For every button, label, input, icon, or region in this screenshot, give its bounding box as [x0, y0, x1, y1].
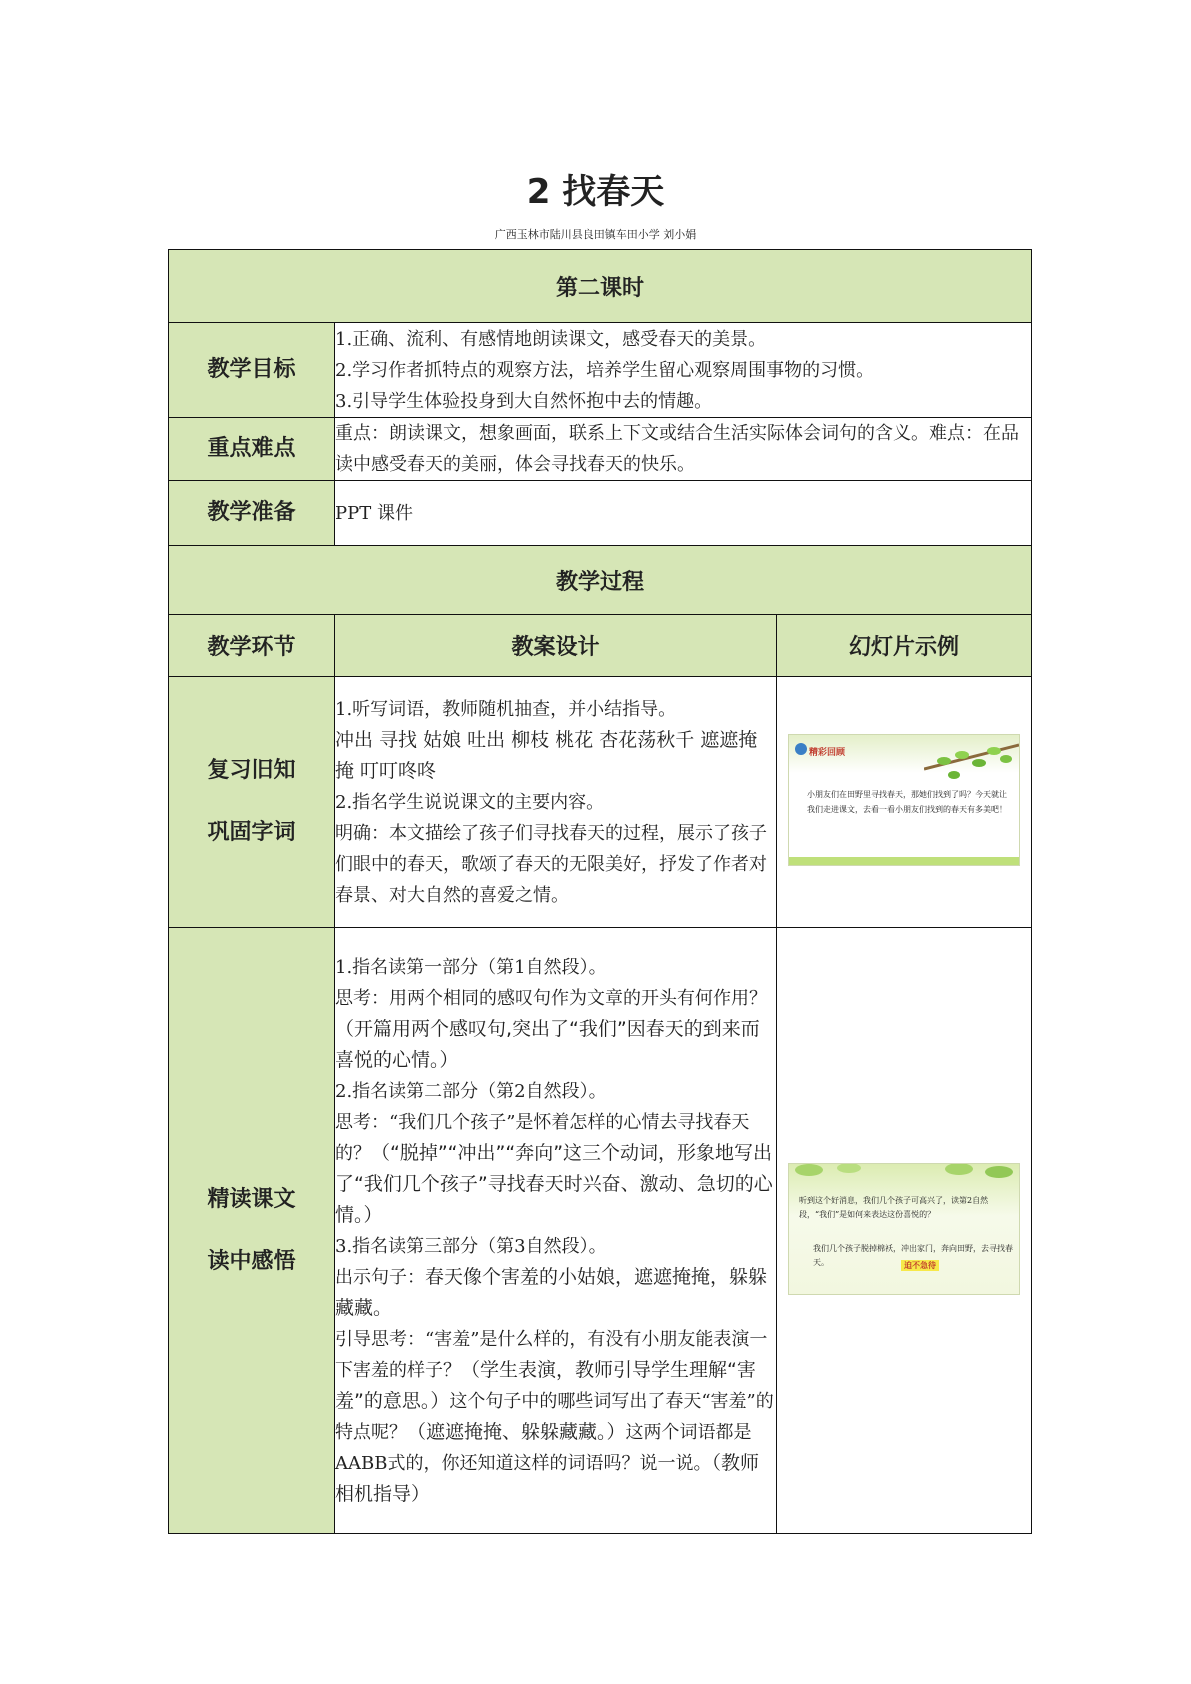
- stage2-a1: 1.指名读第一部分（第1自然段）。: [335, 956, 607, 978]
- stage2-slide-cell: [777, 928, 1032, 1534]
- slide-reading: [788, 1163, 1020, 1295]
- slide-tag: 迫不急待: [901, 1260, 939, 1271]
- stage1-slide-cell: [777, 677, 1032, 928]
- stage2-c2: [335, 1262, 776, 1324]
- stage1-label-line2: 巩固字词: [207, 820, 296, 845]
- answer-text: （教师相机指导）: [335, 1451, 759, 1505]
- stage1-label: [169, 677, 335, 928]
- column-header-slide: 幻灯片示例: [777, 615, 1032, 677]
- stage1-label-line1: 复习旧知: [207, 758, 296, 783]
- stage2-label-line2: 读中感悟: [207, 1248, 296, 1274]
- stage2-b2: [335, 1107, 776, 1231]
- key-points-label: 重点难点: [169, 418, 335, 481]
- answer-text: （学生表演，教师引导学生理解“害羞”的意思。）: [335, 1358, 756, 1412]
- slide-text: 小朋友们在田野里寻找春天，那她们找到了吗？今天就让我们走进课文，去看一看小朋友们找到的春天有多美吧！: [807, 790, 1007, 814]
- stage1-p1: 1.听写词语，教师随机抽查，并小结指导。: [335, 698, 677, 720]
- answer-text: （遮遮掩掩、躲躲藏藏。）: [407, 1420, 626, 1443]
- slide-review: [788, 734, 1020, 866]
- stage2-label-line1: 精读课文: [207, 1186, 296, 1212]
- process-title: 教学过程: [169, 546, 1032, 615]
- slide-badge: 精彩回顾: [809, 748, 846, 758]
- sentence-text: 春天像个害羞的小姑娘，遮遮掩掩，躲躲藏藏。: [335, 1265, 768, 1319]
- stage2-content: [335, 928, 777, 1534]
- answer-text: （“脱掉”“冲出”“奔向”这三个动词，形象地写出了“我们几个孩子”寻找春天时兴奋、激动、急切的心情。）: [335, 1141, 773, 1226]
- goal-line-2: 2.学习作者抓特点的观察方法，培养学生留心观察周围事物的习惯。: [335, 359, 875, 381]
- author-line: 广西玉林市陆川县良田镇车田小学 刘小娟: [494, 228, 697, 241]
- question-text: 这两个词语都是AABB式的，你还知道这样的词语吗？说一说。: [335, 1421, 752, 1474]
- key-points-content: 重点：朗读课文，想象画面，联系上下文或结合生活实际体会词句的含义。难点：在品读中感受春天的美丽，体会寻找春天的快乐。: [335, 418, 1032, 481]
- branch-icon: [924, 739, 1019, 787]
- stage2-label: [169, 928, 335, 1534]
- stage2-c1: 3.指名读第三部分（第3自然段）。: [335, 1235, 607, 1257]
- prep-label: 教学准备: [169, 481, 335, 546]
- answer-text: （开篇用两个感叹句,突出了“我们”因春天的到来而喜悦的心情。）: [335, 1017, 760, 1071]
- lead-text: 出示句子：: [335, 1266, 425, 1288]
- goals-content: [335, 323, 1032, 418]
- goals-label: 教学目标: [169, 323, 335, 418]
- goal-line-3: 3.引导学生体验投身到大自然怀抱中去的情趣。: [335, 390, 713, 412]
- stage1-p3: 明确：本文描绘了孩子们寻找春天的过程，展示了孩子们眼中的春天，歌颂了春天的无限美好，抒发了作者对春景、对大自然的喜爱之情。: [335, 822, 767, 906]
- column-header-stage: 教学环节: [169, 615, 335, 677]
- stage2-b1: 2.指名读第二部分（第2自然段）。: [335, 1080, 607, 1102]
- slide-quote: 我们几个孩子脱掉棉袄，冲出家门，奔向田野，去寻找春天。: [813, 1243, 1013, 1267]
- stage2-c3: [335, 1324, 776, 1510]
- question-text: 思考：用两个相同的感叹句作为文章的开头有何作用？: [335, 987, 767, 1009]
- stage1-content: [335, 677, 777, 928]
- logo-icon: [795, 743, 807, 755]
- prep-content: PPT 课件: [335, 481, 1032, 546]
- question-text: 思考：“我们几个孩子”是怀着怎样的心情去寻找春天的？: [335, 1111, 750, 1164]
- slide-grass-band: [789, 857, 1019, 865]
- stage1-p2: 2.指名学生说说课文的主要内容。: [335, 791, 605, 813]
- leaves-icon: [789, 1164, 1019, 1188]
- slide-question: 听到这个好消息，我们几个孩子可高兴了，读第2自然段，“我们”是如何来表达这份喜悦的？: [799, 1195, 989, 1219]
- stage2-a2: [335, 983, 776, 1076]
- stage1-words: 冲出 寻找 姑娘 吐出 柳枝 桃花 杏花荡秋千 遮遮掩掩 叮叮咚咚: [335, 728, 758, 782]
- column-header-design: 教案设计: [335, 615, 777, 677]
- lesson-plan-table: [168, 249, 1032, 1534]
- goal-line-1: 1.正确、流利、有感情地朗读课文，感受春天的美景。: [335, 328, 767, 350]
- question-text: 引导思考：“害羞”是什么样的，有没有小朋友能表演一下害羞的样子？: [335, 1328, 768, 1381]
- document-title: 2 找春天: [526, 172, 665, 212]
- question-text: 这个句子中的哪些词写出了春天“害羞”的特点呢？: [335, 1390, 774, 1443]
- session-title: 第二课时: [169, 250, 1032, 323]
